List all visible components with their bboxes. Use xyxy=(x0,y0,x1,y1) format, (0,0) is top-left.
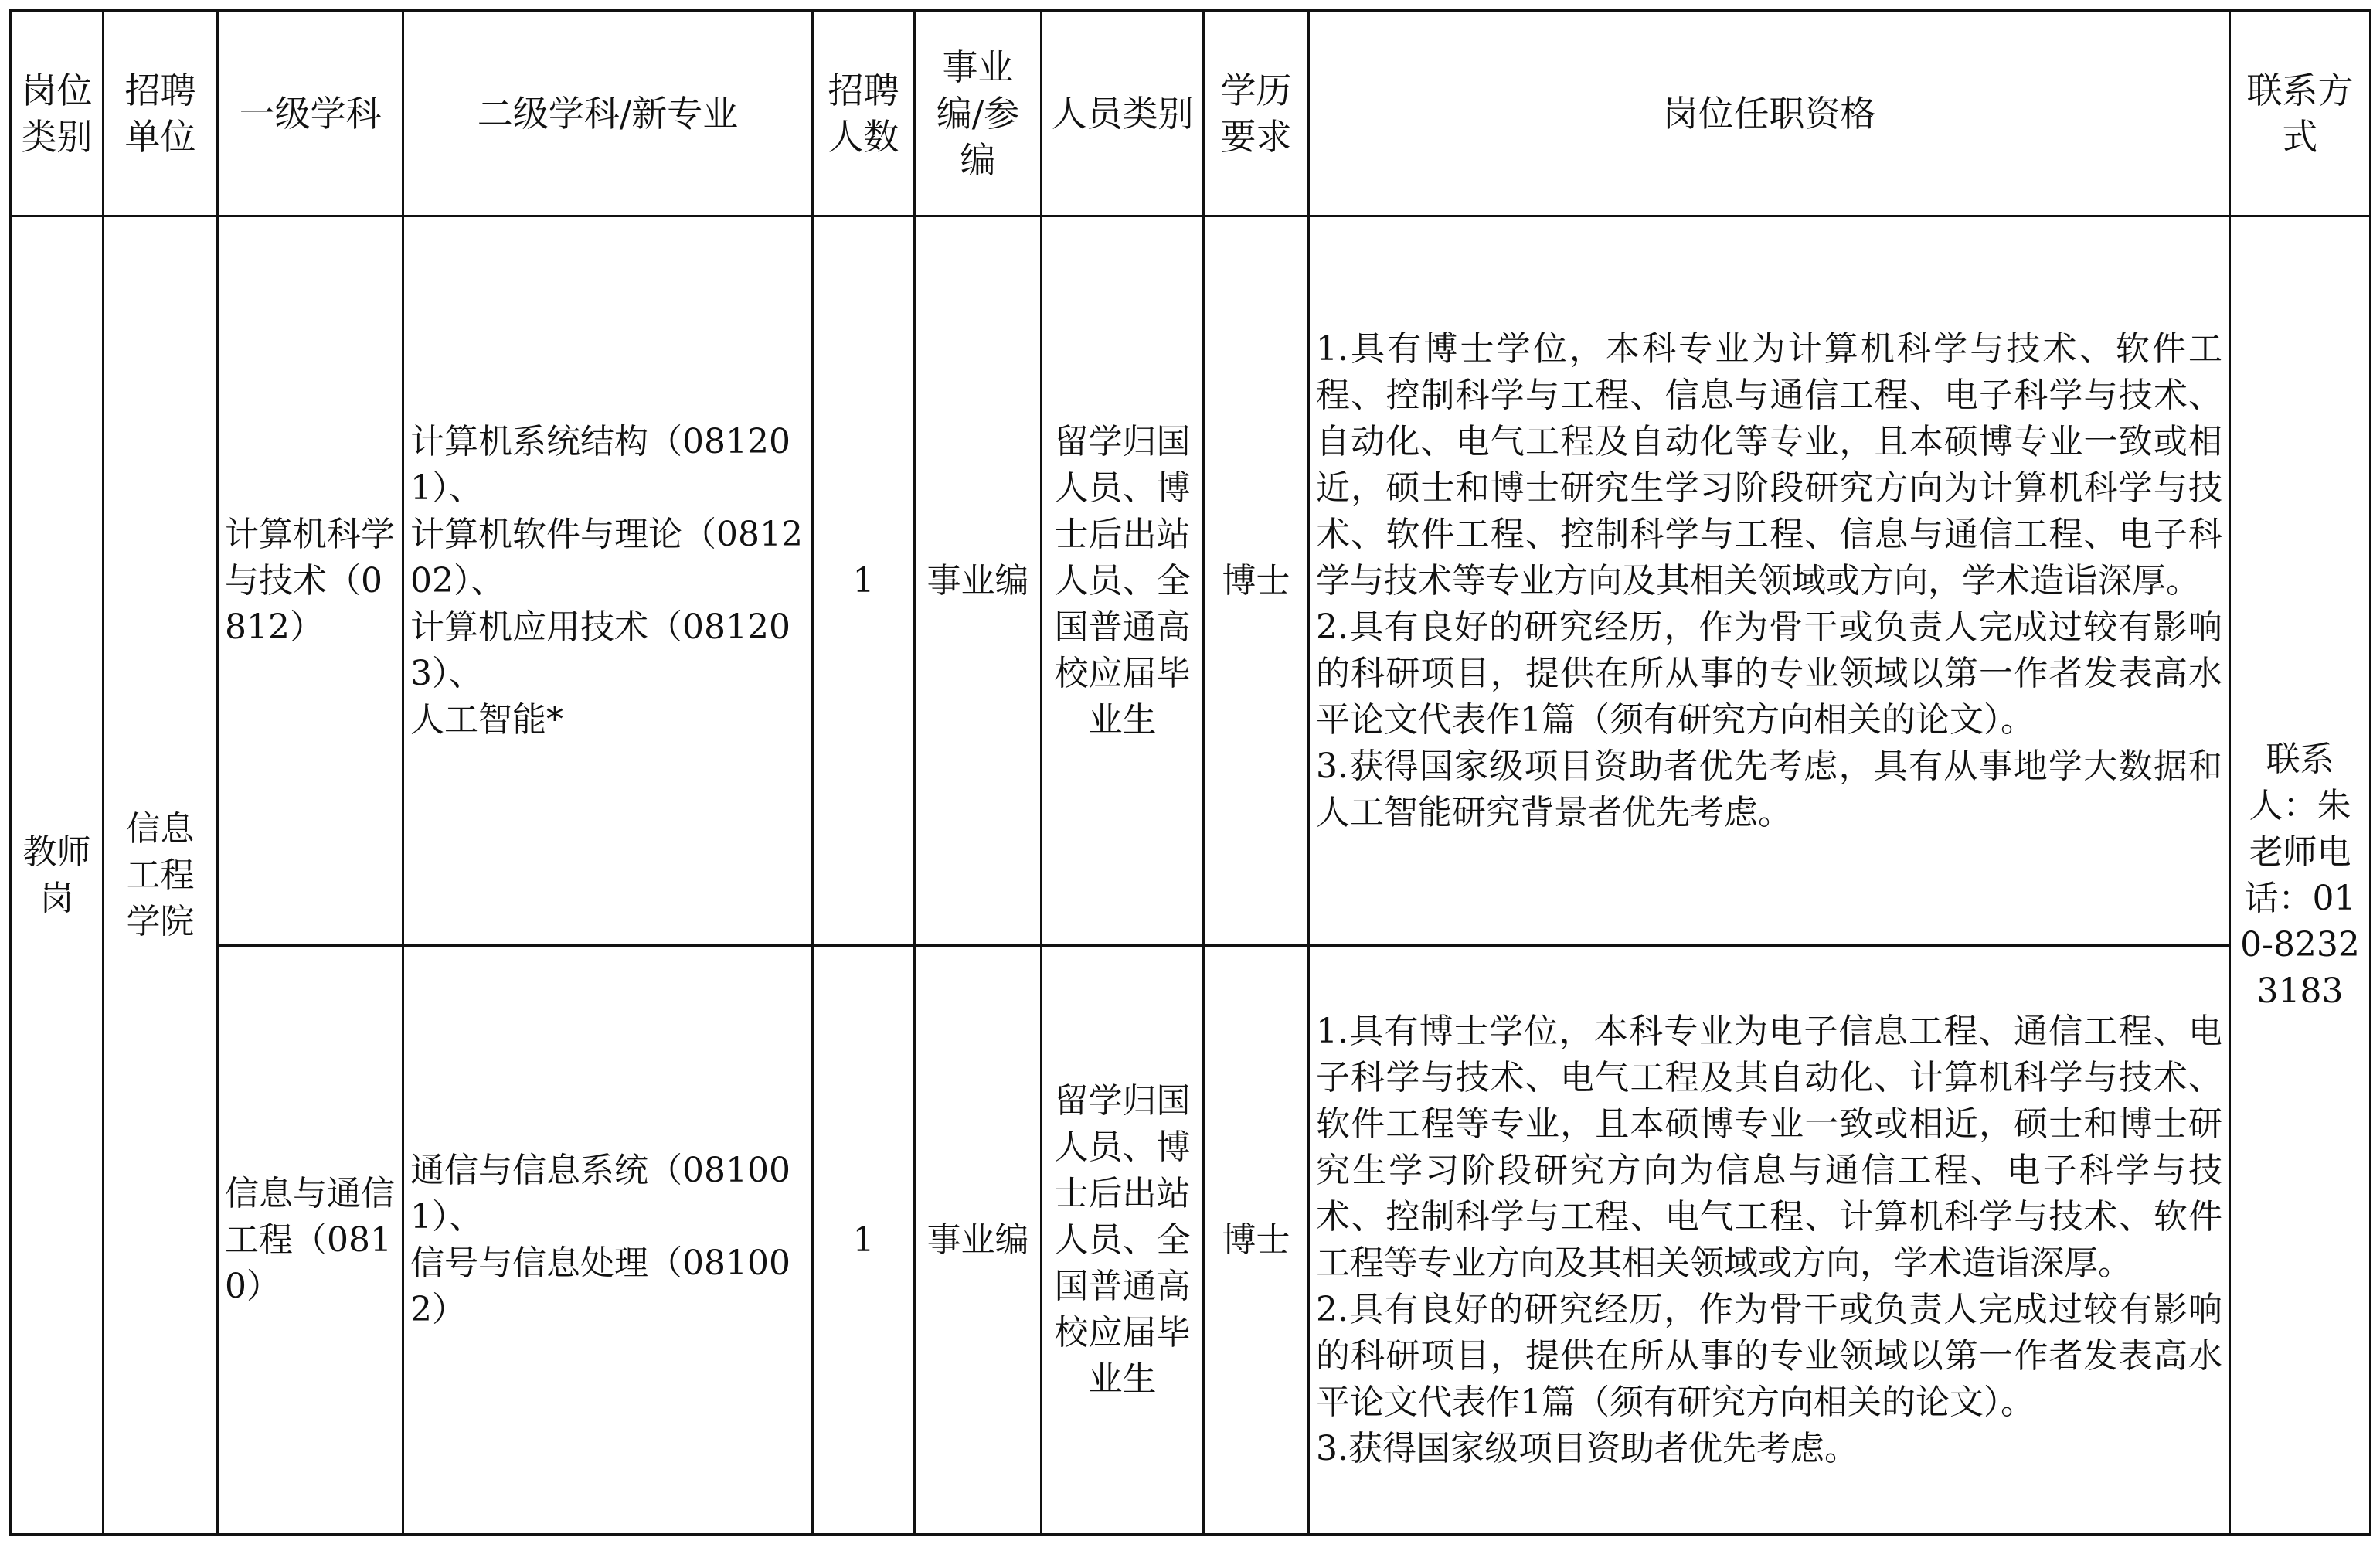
cell-person-type: 留学归国人员、博士后出站人员、全国普通高校应届毕业生 xyxy=(1042,216,1204,946)
cell-primary-discipline: 计算机科学与技术（0812） xyxy=(218,216,403,946)
table-row xyxy=(11,946,2371,1535)
cell-primary-discipline: 信息与通信工程（0810） xyxy=(218,946,403,1535)
header-count: 招聘人数 xyxy=(813,11,915,216)
cell-contact: 联系人：朱老师电话：010-82323183 xyxy=(2230,216,2371,1535)
header-person-type: 人员类别 xyxy=(1042,11,1204,216)
cell-staffing: 事业编 xyxy=(915,946,1042,1535)
cell-secondary-discipline: 计算机系统结构（081201）、 计算机软件与理论（081202）、 计算机应用技术（081203）、 人工智能* xyxy=(403,216,813,946)
header-qualifications: 岗位任职资格 xyxy=(1309,11,2230,216)
cell-count: 1 xyxy=(813,216,915,946)
cell-qualifications: 1.具有博士学位，本科专业为电子信息工程、通信工程、电子科学与技术、电气工程及其自动化、计算机科学与技术、软件工程等专业，且本硕博专业一致或相近，硕士和博士研究生学习阶段研究方向为信息与通信工程、电子科学与技术、控制科学与工程、电气工程、计算机科学与技术、软件工程等专业方向及其相关领域或方向，学术造诣深厚。 2.具有良好的研究经历，作为骨干或负责人完成过较有影响的科研项目，提供在所从事的专业领域以第一作者发表高水平论文代表作1篇（须有研究方向相关的论文）。 3.获得国家级项目资助者优先考虑。 xyxy=(1309,946,2230,1535)
recruitment-table-container xyxy=(9,9,2372,1536)
cell-unit: 信息工程学院 xyxy=(104,216,218,1535)
cell-person-type: 留学归国人员、博士后出站人员、全国普通高校应届毕业生 xyxy=(1042,946,1204,1535)
cell-count: 1 xyxy=(813,946,915,1535)
cell-education: 博士 xyxy=(1204,216,1309,946)
header-contact: 联系方式 xyxy=(2230,11,2371,216)
header-unit: 招聘单位 xyxy=(104,11,218,216)
recruitment-table xyxy=(9,9,2372,1536)
header-primary-discipline: 一级学科 xyxy=(218,11,403,216)
header-education: 学历要求 xyxy=(1204,11,1309,216)
cell-secondary-discipline: 通信与信息系统（081001）、 信号与信息处理（081002） xyxy=(403,946,813,1535)
table-row xyxy=(11,216,2371,946)
cell-education: 博士 xyxy=(1204,946,1309,1535)
cell-category: 教师岗 xyxy=(11,216,104,1535)
cell-qualifications: 1.具有博士学位，本科专业为计算机科学与技术、软件工程、控制科学与工程、信息与通信工程、电子科学与技术、自动化、电气工程及自动化等专业，且本硕博专业一致或相近，硕士和博士研究生学习阶段研究方向为计算机科学与技术、软件工程、控制科学与工程、信息与通信工程、电子科学与技术等专业方向及其相关领域或方向，学术造诣深厚。 2.具有良好的研究经历，作为骨干或负责人完成过较有影响的科研项目，提供在所从事的专业领域以第一作者发表高水平论文代表作1篇（须有研究方向相关的论文）。 3.获得国家级项目资助者优先考虑，具有从事地学大数据和人工智能研究背景者优先考虑。 xyxy=(1309,216,2230,946)
table-header-row xyxy=(11,11,2371,216)
header-staffing: 事业编/参编 xyxy=(915,11,1042,216)
header-secondary-discipline: 二级学科/新专业 xyxy=(403,11,813,216)
header-category: 岗位类别 xyxy=(11,11,104,216)
cell-staffing: 事业编 xyxy=(915,216,1042,946)
